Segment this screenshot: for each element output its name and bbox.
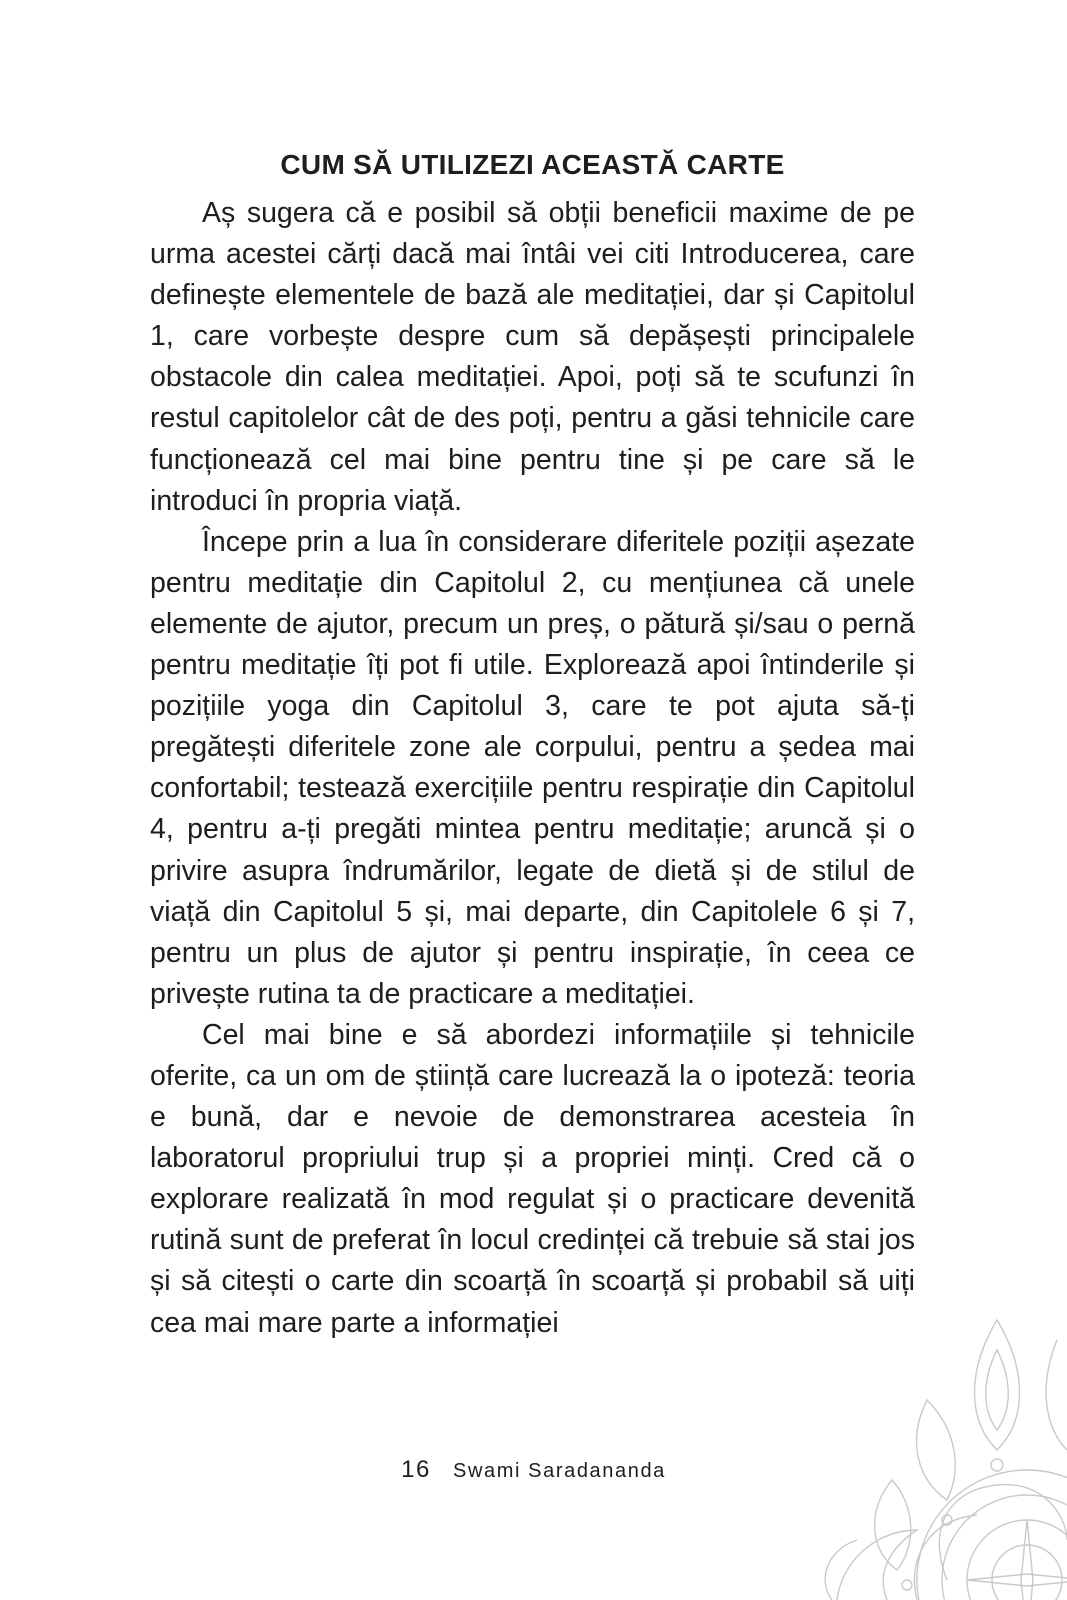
author-name: Swami Saradananda — [453, 1460, 666, 1482]
chapter-title: CUM SĂ UTILIZEZI ACEASTĂ CARTE — [280, 149, 785, 180]
mandala-ornament-icon — [797, 1280, 1067, 1600]
paragraph-2: Începe prin a lua în considerare diferitele poziții așezate pentru meditație din Capitolul 2, cu mențiunea că unele elemente de ajutor, precum un preș, o pătură și/sau o pernă pentru meditație îți pot fi utile. Explorează apoi întinderile și pozițiile yoga din Capitolul 3, care te pot ajuta să-ți pregătești diferitele zone ale corpului, pentru a ședea mai confortabil; testează exercițiile pentru respirație din Capitolul 4, pentru a-ți pregăti mintea pentru meditație; aruncă și o privire asupra îndrumărilor, legate de dietă și de stilul de viață din Capitolul 5 și, mai departe, din Capitolele 6 și 7, pentru un plus de ajutor și pentru inspirație, în ceea ce privește rutina ta de practicare a meditației. — [150, 525, 915, 1010]
paragraph-3: Cel mai bine e să abordezi informațiile și tehnicile oferite, ca un om de știință care lucrează la o ipoteză: teoria e bună, dar e nevoie de demonstrarea acesteia în laboratorul propriului trup și a propriei minți. Cred că o explorare realizată în mod regulat și o practicare devenită rutină sunt de preferat în locul credinței că trebuie să stai jos și să citești o carte din scoarță în scoarță și probabil să uiți cea mai mare parte a informației — [150, 1018, 915, 1339]
body-text — [150, 193, 915, 1344]
paragraph-1: Aș sugera că e posibil să obții beneficii maxime de pe urma acestei cărți dacă mai întâi vei citi Introducerea, care definește elementele de bază ale meditației, dar și Capitolul 1, care vorbește despre cum să depășești principalele obstacole din calea meditației. Apoi, poți să te scufunzi în restul capitolelor cât de des poți, pentru a găsi tehnicile care funcționează cel mai bine pentru tine și pe care să le introduci în propria viață. — [150, 197, 915, 517]
page-number: 16 — [401, 1456, 432, 1483]
